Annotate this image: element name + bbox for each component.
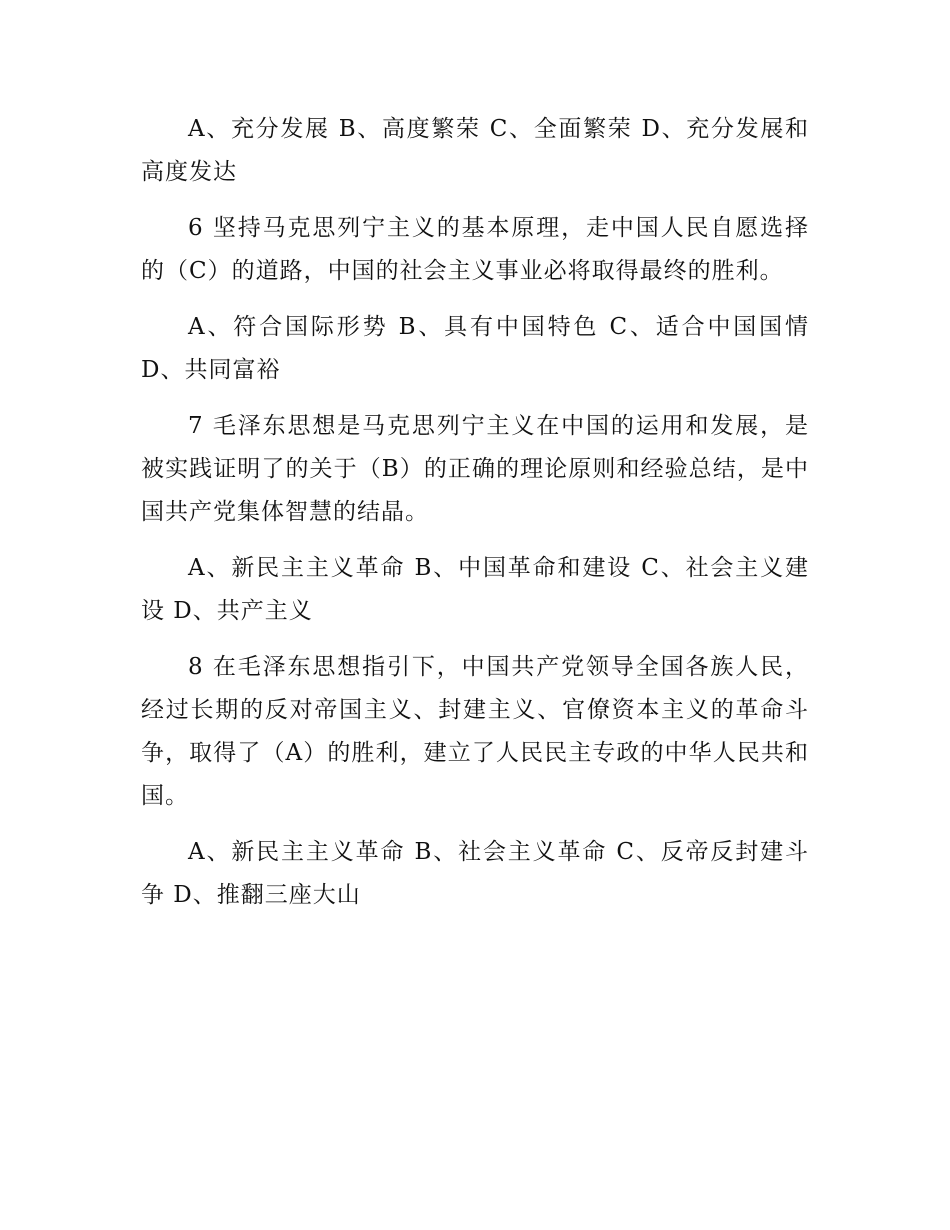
question-7: 7 毛泽东思想是马克思列宁主义在中国的运用和发展，是被实践证明了的关于（B）的正确的理论原则和经验总结，是中国共产党集体智慧的结晶。 (141, 413, 809, 525)
question-6: 6 坚持马克思列宁主义的基本原理，走中国人民自愿选择的（C）的道路，中国的社会主义事业必将取得最终的胜利。 (141, 215, 809, 284)
answer-options-6: A、符合国际形势 B、具有中国特色 C、适合中国国情 D、共同富裕 (141, 314, 809, 383)
answer-options-8: A、新民主主义革命 B、社会主义革命 C、反帝反封建斗争 D、推翻三座大山 (141, 839, 809, 908)
answer-options-7: A、新民主主义革命 B、中国革命和建设 C、社会主义建设 D、共产主义 (141, 555, 809, 624)
document-body (141, 108, 809, 930)
answer-options-5: A、充分发展 B、高度繁荣 C、全面繁荣 D、充分发展和高度发达 (141, 116, 809, 185)
question-8: 8 在毛泽东思想指引下，中国共产党领导全国各族人民，经过长期的反对帝国主义、封建主义、官僚资本主义的革命斗争，取得了（A）的胜利，建立了人民民主专政的中华人民共和国。 (141, 654, 809, 809)
